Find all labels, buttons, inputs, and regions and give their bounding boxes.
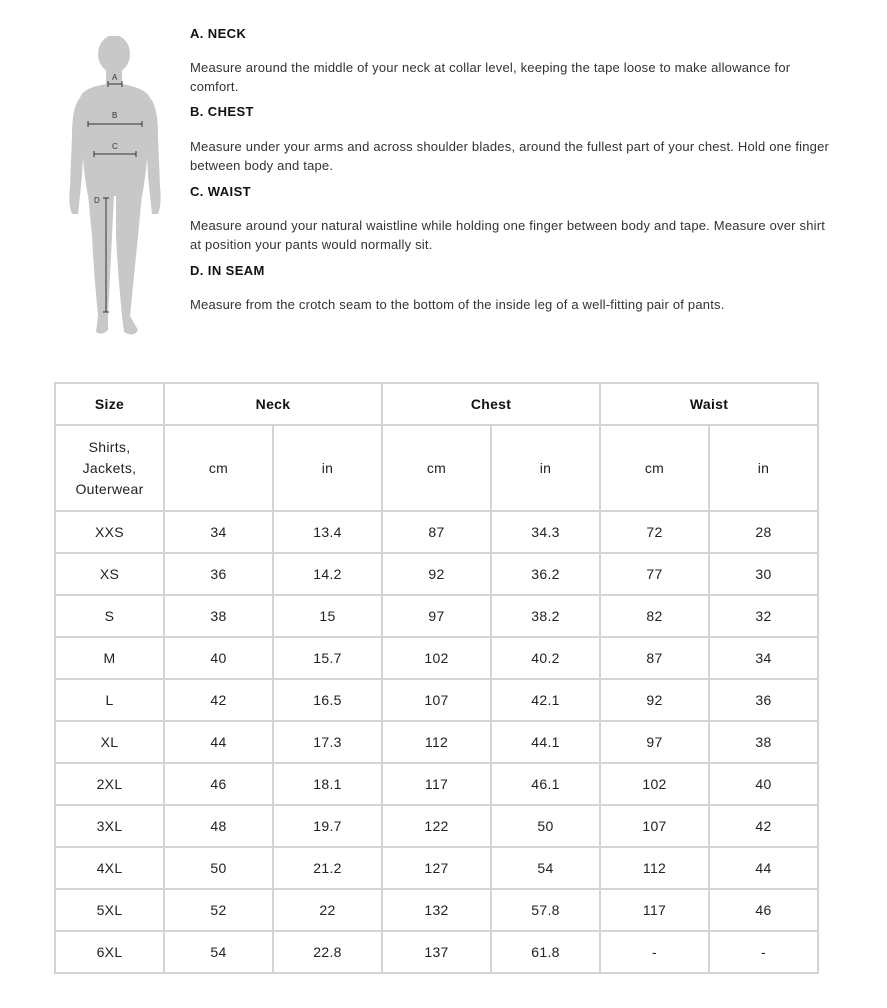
cell-chest-in: 54 — [491, 847, 600, 889]
cell-chest-in: 38.2 — [491, 595, 600, 637]
unit-waist-in: in — [709, 425, 818, 511]
cell-neck-cm: 36 — [164, 553, 273, 595]
cell-waist-cm: 77 — [600, 553, 709, 595]
table-row — [55, 931, 818, 973]
cell-waist-cm: 112 — [600, 847, 709, 889]
cell-chest-cm: 92 — [382, 553, 491, 595]
cell-neck-cm: 42 — [164, 679, 273, 721]
cell-neck-in: 15.7 — [273, 637, 382, 679]
guide-section-neck — [190, 24, 830, 96]
cell-neck-cm: 50 — [164, 847, 273, 889]
table-row — [55, 679, 818, 721]
table-row — [55, 511, 818, 553]
table-row — [55, 721, 818, 763]
cell-chest-in: 57.8 — [491, 889, 600, 931]
cell-waist-in: 38 — [709, 721, 818, 763]
cell-chest-cm: 137 — [382, 931, 491, 973]
guide-text-neck: Measure around the middle of your neck at collar level, keeping the tape loose to make allowance for comfort. — [190, 60, 791, 94]
header-size: Size — [55, 383, 164, 425]
cell-waist-cm: - — [600, 931, 709, 973]
cell-chest-in: 44.1 — [491, 721, 600, 763]
table-row — [55, 763, 818, 805]
table-header-row — [55, 383, 818, 425]
cell-chest-in: 36.2 — [491, 553, 600, 595]
cell-waist-cm: 87 — [600, 637, 709, 679]
cell-neck-cm: 46 — [164, 763, 273, 805]
guide-section-waist — [190, 182, 830, 254]
cell-size: L — [55, 679, 164, 721]
cell-neck-cm: 38 — [164, 595, 273, 637]
cell-waist-cm: 102 — [600, 763, 709, 805]
cell-chest-cm: 127 — [382, 847, 491, 889]
cell-chest-cm: 87 — [382, 511, 491, 553]
cell-size: M — [55, 637, 164, 679]
cell-neck-in: 22 — [273, 889, 382, 931]
cell-waist-in: 34 — [709, 637, 818, 679]
cell-neck-in: 22.8 — [273, 931, 382, 973]
cell-chest-in: 34.3 — [491, 511, 600, 553]
cell-waist-in: 44 — [709, 847, 818, 889]
category-line: Shirts, — [88, 438, 131, 455]
cell-chest-in: 40.2 — [491, 637, 600, 679]
body-measurement-figure — [62, 36, 168, 340]
cell-size: XL — [55, 721, 164, 763]
cell-size: 6XL — [55, 931, 164, 973]
guide-title-inseam: D. IN SEAM — [190, 263, 265, 278]
category-line: Outerwear — [75, 480, 144, 497]
cell-waist-cm: 107 — [600, 805, 709, 847]
category-cell — [55, 425, 164, 511]
table-subheader-row — [55, 425, 818, 511]
cell-chest-cm: 112 — [382, 721, 491, 763]
header-neck: Neck — [164, 383, 382, 425]
cell-neck-in: 14.2 — [273, 553, 382, 595]
cell-waist-in: - — [709, 931, 818, 973]
table-row — [55, 889, 818, 931]
cell-size: XS — [55, 553, 164, 595]
unit-chest-cm: cm — [382, 425, 491, 511]
category-line: Jackets, — [82, 459, 137, 476]
guide-text-chest: Measure under your arms and across shoulder blades, around the fullest part of your chest. Hold one finger between body and tape. — [190, 139, 830, 173]
cell-waist-in: 30 — [709, 553, 818, 595]
cell-waist-in: 42 — [709, 805, 818, 847]
cell-chest-in: 42.1 — [491, 679, 600, 721]
measurement-guide — [190, 24, 830, 314]
unit-neck-in: in — [273, 425, 382, 511]
guide-section-chest — [190, 102, 830, 175]
cell-size: S — [55, 595, 164, 637]
cell-size: XXS — [55, 511, 164, 553]
cell-chest-cm: 132 — [382, 889, 491, 931]
cell-chest-cm: 102 — [382, 637, 491, 679]
table-row — [55, 637, 818, 679]
cell-neck-cm: 44 — [164, 721, 273, 763]
cell-neck-cm: 48 — [164, 805, 273, 847]
cell-size: 4XL — [55, 847, 164, 889]
cell-chest-cm: 107 — [382, 679, 491, 721]
figure-label-b: B — [112, 111, 118, 120]
cell-neck-cm: 52 — [164, 889, 273, 931]
size-rows — [55, 511, 818, 973]
unit-chest-in: in — [491, 425, 600, 511]
cell-chest-in: 50 — [491, 805, 600, 847]
cell-waist-cm: 82 — [600, 595, 709, 637]
header-waist: Waist — [600, 383, 818, 425]
cell-neck-in: 13.4 — [273, 511, 382, 553]
table-row — [55, 847, 818, 889]
table-row — [55, 805, 818, 847]
cell-size: 3XL — [55, 805, 164, 847]
cell-chest-cm: 122 — [382, 805, 491, 847]
cell-waist-in: 32 — [709, 595, 818, 637]
cell-neck-in: 16.5 — [273, 679, 382, 721]
unit-neck-cm: cm — [164, 425, 273, 511]
cell-waist-in: 40 — [709, 763, 818, 805]
cell-waist-in: 36 — [709, 679, 818, 721]
cell-neck-in: 15 — [273, 595, 382, 637]
guide-text-inseam: Measure from the crotch seam to the bottom of the inside leg of a well-fitting pair of pants. — [190, 297, 725, 312]
figure-label-d: D — [94, 196, 100, 205]
unit-waist-cm: cm — [600, 425, 709, 511]
cell-neck-in: 17.3 — [273, 721, 382, 763]
guide-text-waist: Measure around your natural waistline while holding one finger between body and tape. Measure over shirt at position your pants would normally sit. — [190, 218, 826, 252]
human-silhouette-icon — [62, 36, 168, 340]
cell-chest-cm: 97 — [382, 595, 491, 637]
guide-title-neck: A. NECK — [190, 26, 247, 41]
cell-waist-cm: 72 — [600, 511, 709, 553]
cell-neck-in: 18.1 — [273, 763, 382, 805]
cell-neck-cm: 54 — [164, 931, 273, 973]
cell-neck-cm: 40 — [164, 637, 273, 679]
guide-title-chest: B. CHEST — [190, 104, 254, 119]
cell-neck-in: 21.2 — [273, 847, 382, 889]
cell-neck-in: 19.7 — [273, 805, 382, 847]
cell-chest-cm: 117 — [382, 763, 491, 805]
table-row — [55, 595, 818, 637]
size-chart-table — [54, 382, 819, 974]
cell-waist-in: 46 — [709, 889, 818, 931]
figure-label-a: A — [112, 73, 118, 82]
cell-chest-in: 61.8 — [491, 931, 600, 973]
figure-label-c: C — [112, 142, 118, 151]
guide-title-waist: C. WAIST — [190, 184, 251, 199]
cell-waist-cm: 92 — [600, 679, 709, 721]
header-chest: Chest — [382, 383, 600, 425]
cell-waist-cm: 97 — [600, 721, 709, 763]
cell-size: 5XL — [55, 889, 164, 931]
guide-section-inseam — [190, 261, 830, 314]
cell-neck-cm: 34 — [164, 511, 273, 553]
cell-waist-in: 28 — [709, 511, 818, 553]
cell-size: 2XL — [55, 763, 164, 805]
cell-chest-in: 46.1 — [491, 763, 600, 805]
cell-waist-cm: 117 — [600, 889, 709, 931]
table-row — [55, 553, 818, 595]
